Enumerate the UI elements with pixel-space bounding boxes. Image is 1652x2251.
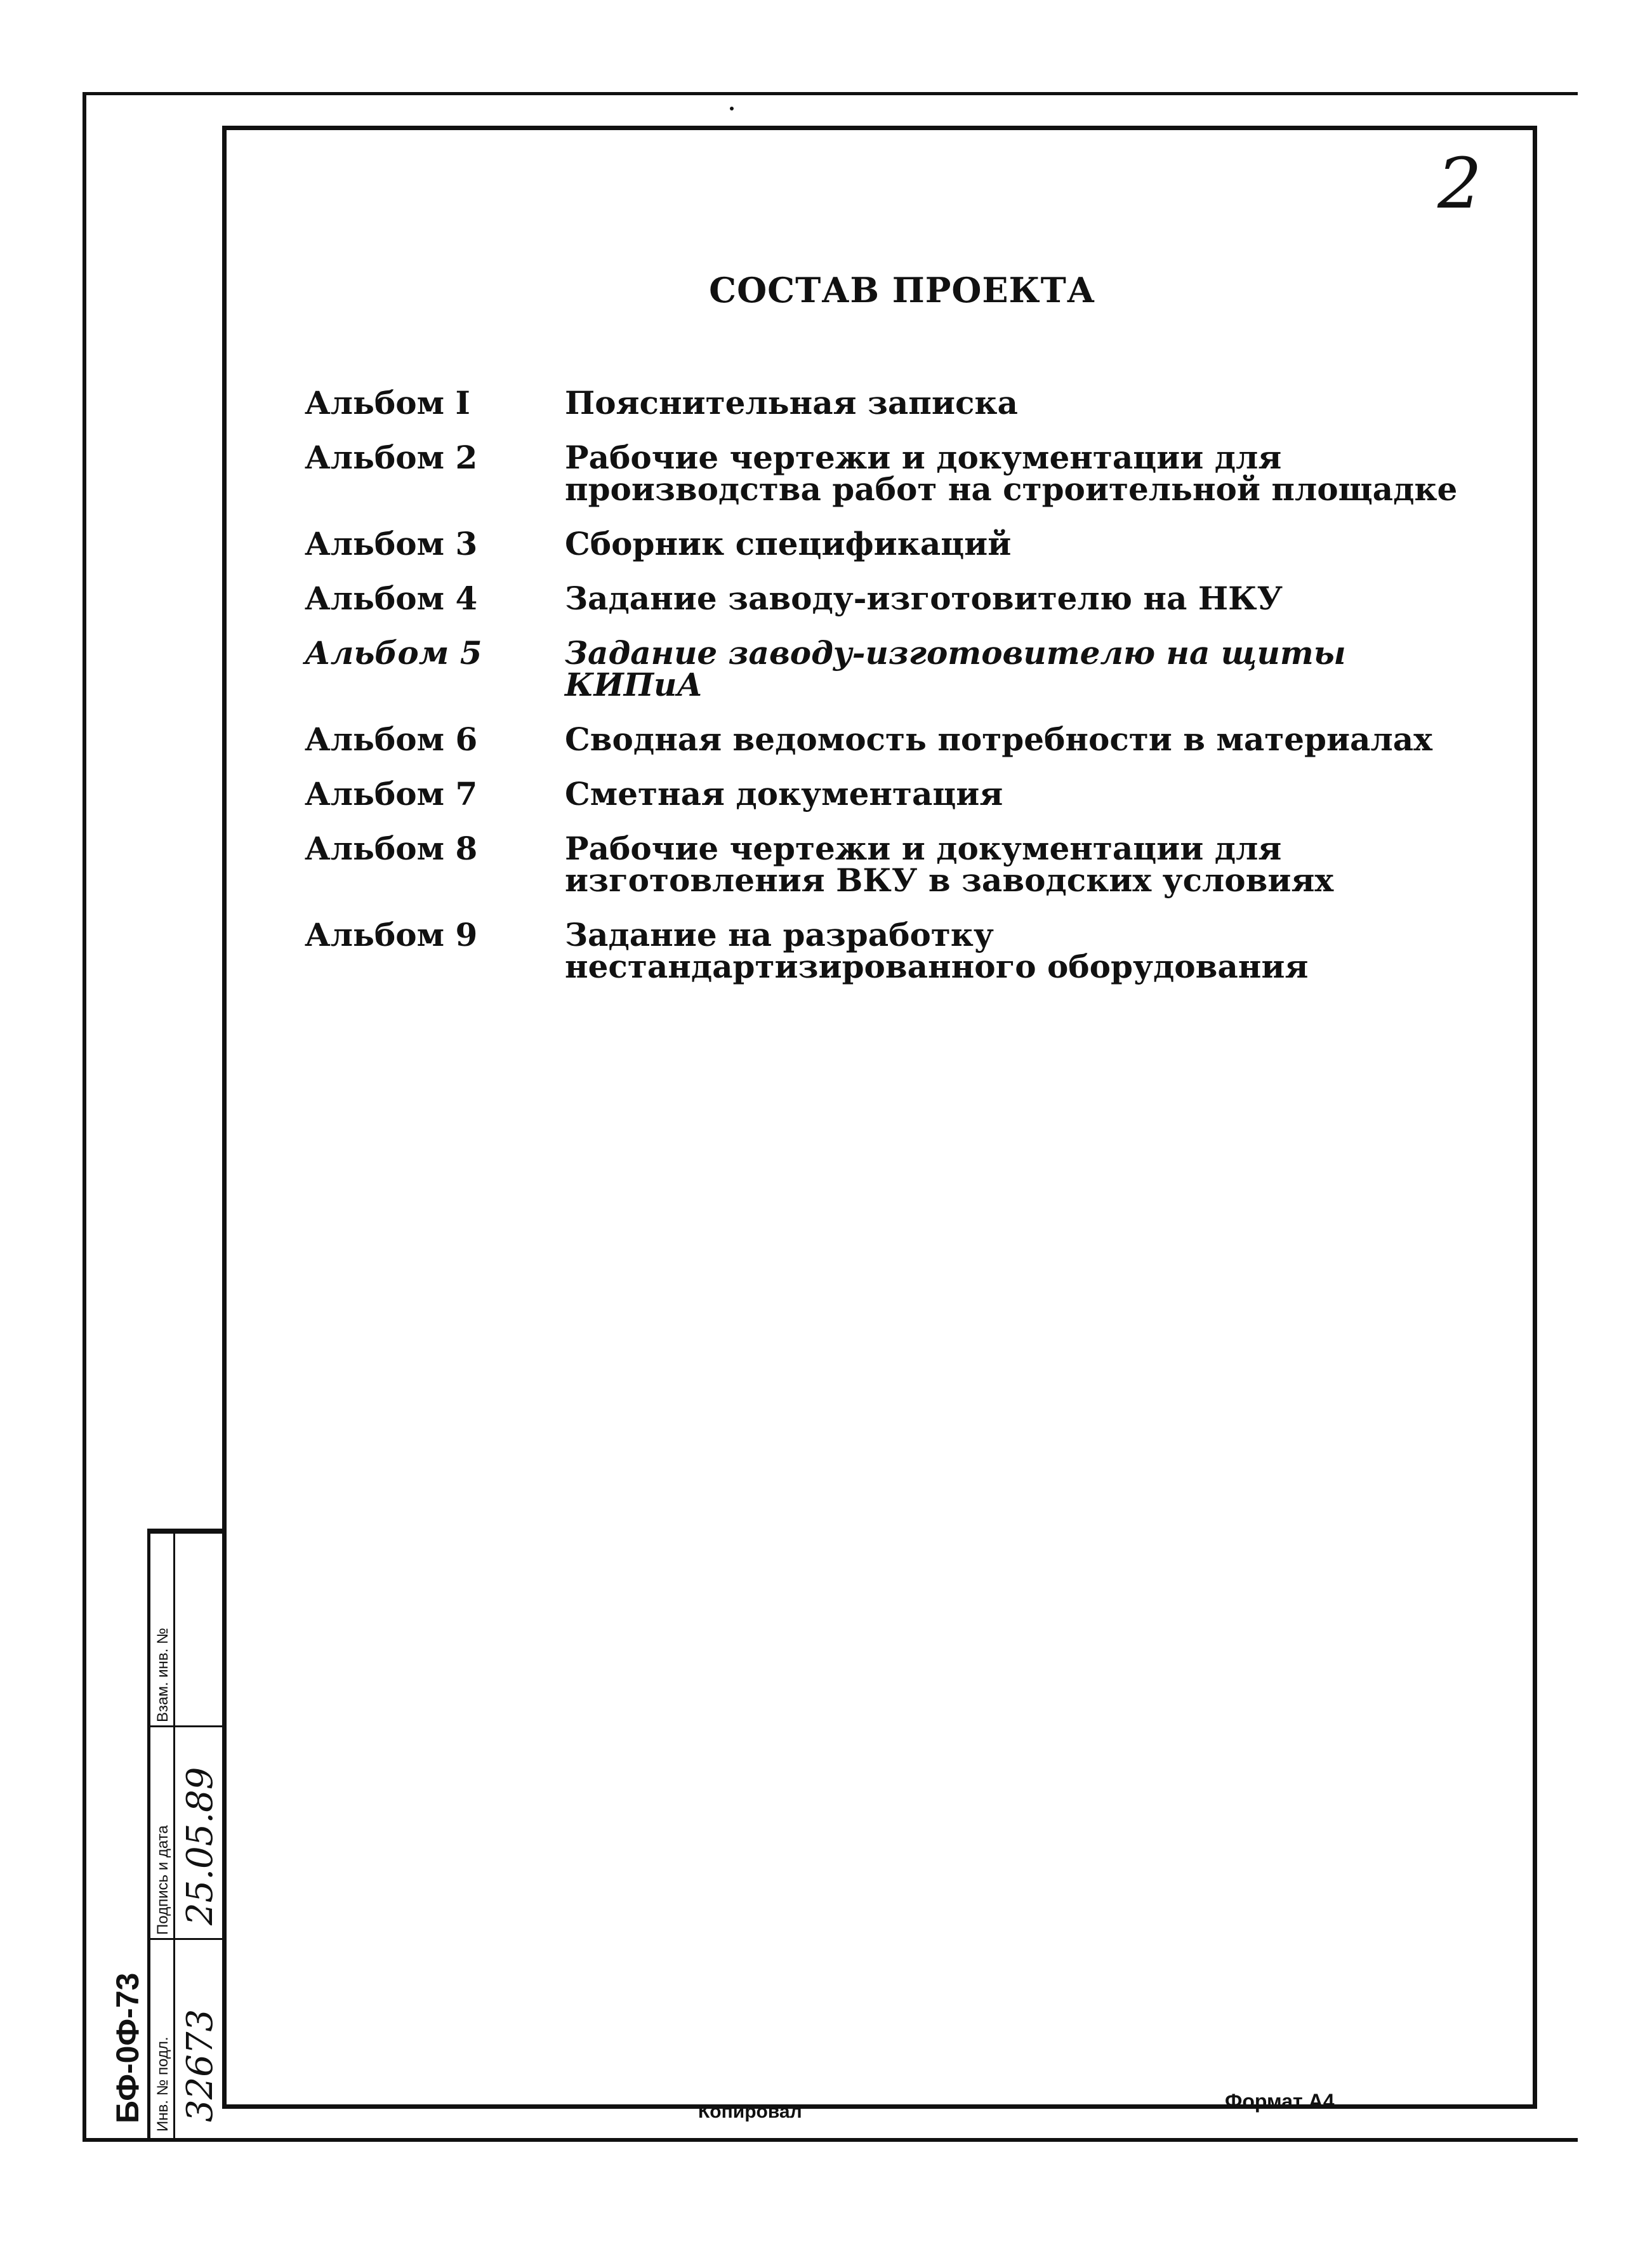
stamp-divider bbox=[150, 1725, 225, 1727]
album-row bbox=[305, 439, 1466, 508]
scan-mark bbox=[730, 107, 734, 110]
album-description: Сметная документация bbox=[565, 775, 1003, 813]
album-label: Альбом 2 bbox=[305, 439, 478, 476]
page-number: 2 bbox=[1437, 143, 1482, 224]
album-description: Сборник спецификаций bbox=[565, 525, 1012, 562]
side-document-code: БФ-0Ф-73 bbox=[110, 1972, 145, 2123]
album-row bbox=[305, 720, 1466, 758]
album-label: Альбом 7 bbox=[305, 775, 478, 813]
album-row bbox=[305, 580, 1466, 617]
album-description: Задание заводу-изготовителю на щиты КИПиА bbox=[565, 634, 1346, 703]
album-description: Пояснительная записка bbox=[565, 384, 1018, 422]
footer-copied: Копировал bbox=[698, 2101, 802, 2122]
album-label: Альбом I bbox=[305, 384, 470, 422]
stamp-label-inv-no: Инв. № подл. bbox=[154, 2036, 171, 2132]
album-label: Альбом 9 bbox=[305, 916, 478, 953]
album-description: Сводная ведомость потребности в материалах bbox=[565, 720, 1432, 758]
album-label: Альбом 6 bbox=[305, 720, 478, 758]
album-row bbox=[305, 830, 1466, 899]
album-label: Альбом 5 bbox=[305, 634, 482, 672]
album-label: Альбом 3 bbox=[305, 525, 478, 562]
album-row bbox=[305, 384, 1466, 422]
stamp-inv-value: 32673 bbox=[180, 2009, 221, 2122]
album-row bbox=[305, 916, 1466, 985]
stamp-divider bbox=[150, 1938, 225, 1940]
album-row bbox=[305, 634, 1466, 703]
album-row bbox=[305, 775, 1466, 813]
album-description: Задание заводу-изготовителю на НКУ bbox=[565, 580, 1283, 617]
stamp-label-replace-inv: Взам. инв. № bbox=[154, 1628, 171, 1722]
album-description: Рабочие чертежи и документации для изготовления ВКУ в заводских условиях bbox=[565, 830, 1334, 899]
stamp-label-signature-date: Подпись и дата bbox=[154, 1825, 171, 1935]
album-label: Альбом 4 bbox=[305, 580, 478, 617]
approval-stamp bbox=[147, 1529, 225, 2138]
stamp-date-value: 25.05.89 bbox=[180, 1767, 221, 1925]
contents-list bbox=[305, 384, 1466, 1006]
page-title: СОСТАВ ПРОЕКТА bbox=[709, 270, 1095, 310]
album-description: Рабочие чертежи и документации для производства работ на строительной площадке bbox=[565, 439, 1458, 508]
album-label: Альбом 8 bbox=[305, 830, 478, 867]
footer-format: Формат А4 bbox=[1225, 2090, 1335, 2113]
album-row bbox=[305, 525, 1466, 562]
album-description: Задание на разработку нестандартизированного оборудования bbox=[565, 916, 1309, 985]
